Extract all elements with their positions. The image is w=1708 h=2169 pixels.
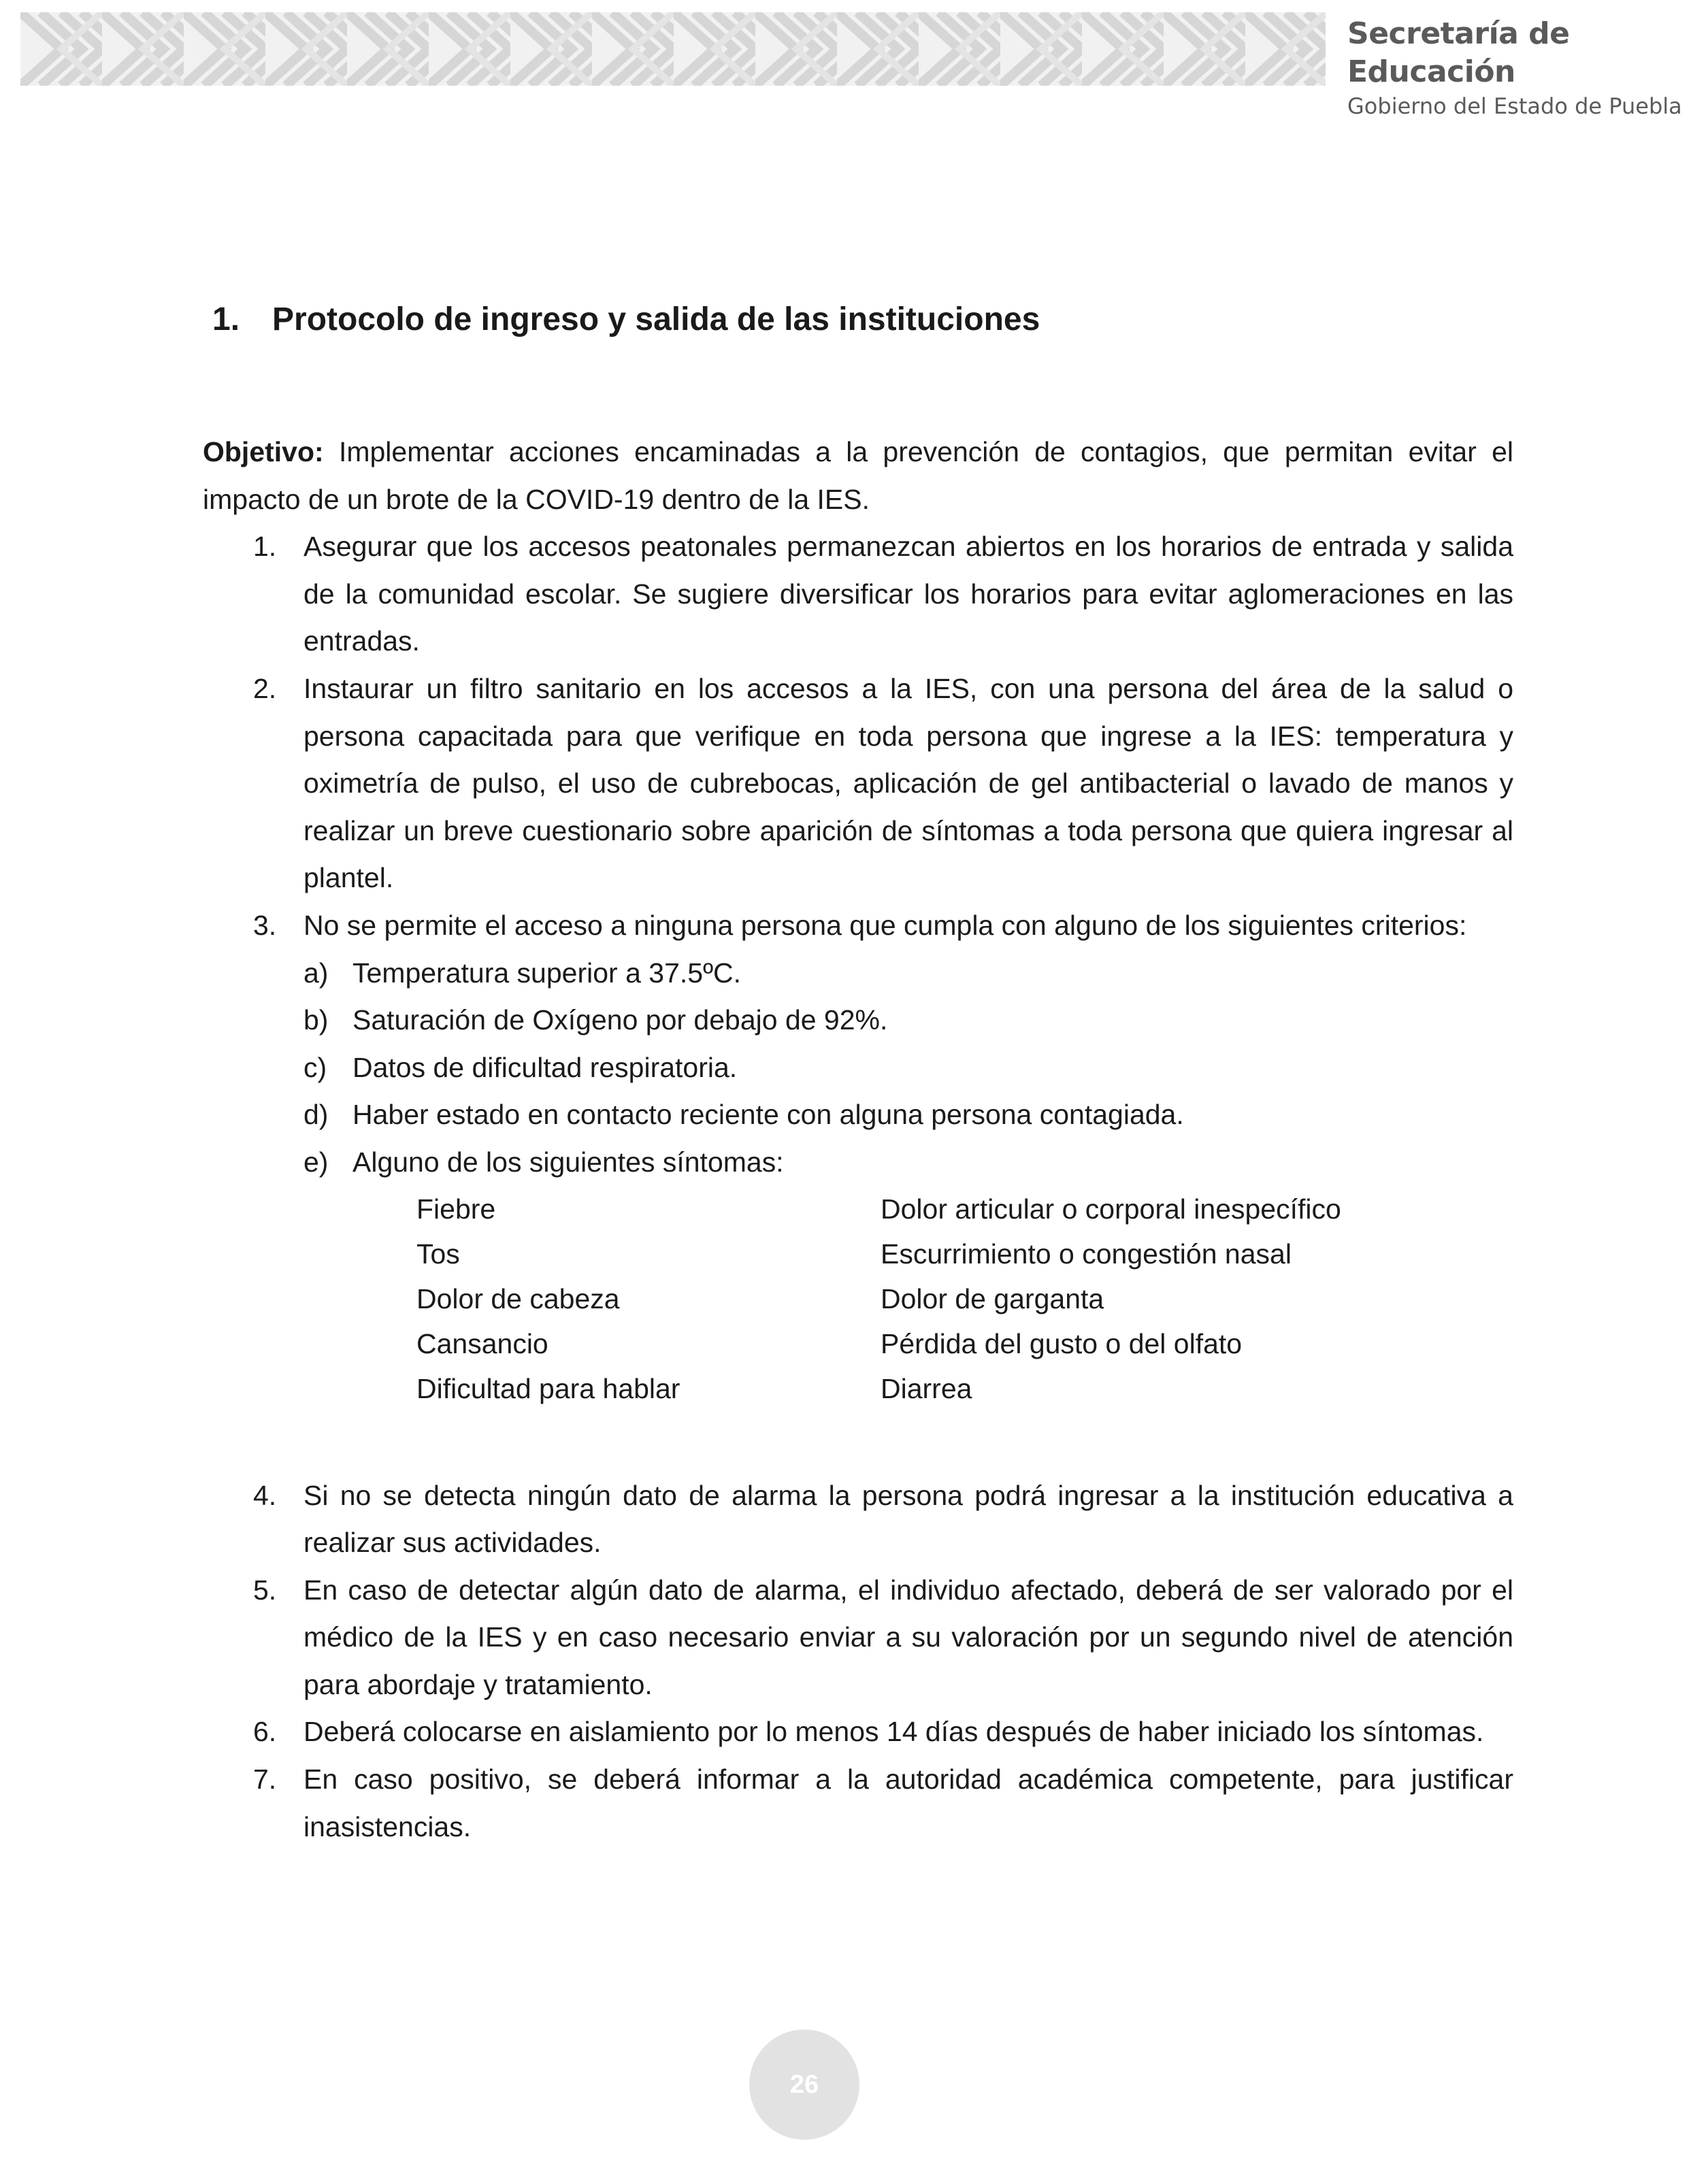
org-subtitle: Gobierno del Estado de Puebla [1347,93,1682,119]
protocol-list [203,523,1513,1851]
page-number-badge [749,2030,859,2140]
item-number: 1. [253,531,277,563]
criteria-text: Alguno de los siguientes síntomas: [352,1146,784,1178]
objective-text: Implementar acciones encaminadas a la prevención de contagios, que permitan evitar el impacto de un brote de la COVID-19 dentro de la IES. [203,436,1513,515]
item-number: 2. [253,672,277,704]
criteria-text: Temperatura superior a 37.5ºC. [352,957,742,989]
organization-logo [1347,15,1688,120]
criteria-text: Haber estado en contacto reciente con alguna persona contagiada. [352,1099,1184,1131]
item-text: Deberá colocarse en aislamiento por lo menos 14 días después de haber iniciado los síntomas. [303,1716,1484,1748]
symptom-left: Dificultad para hablar [416,1372,680,1404]
criteria-item [303,1044,1513,1092]
symptom-right: Escurrimiento o congestión nasal [881,1238,1292,1270]
criteria-letter: e) [303,1146,329,1178]
symptoms-table [416,1187,1513,1411]
section-title: Protocolo de ingreso y salida de las instituciones [272,301,1040,337]
criteria-list [303,950,1513,1187]
list-item [203,902,1513,1411]
symptom-right: Pérdida del gusto o del olfato [881,1327,1243,1359]
item-text: En caso positivo, se deberá informar a la autoridad académica competente, para justificar inasistencias. [303,1764,1513,1842]
item-text: Asegurar que los accesos peatonales permanezcan abiertos en los horarios de entrada y salida de la comunidad escolar. Se sugiere diversificar los horarios para evitar aglomeraciones en las entradas. [303,531,1513,657]
list-item [203,665,1513,902]
list-item [203,1708,1513,1756]
symptom-left: Cansancio [416,1327,548,1359]
item-number: 4. [253,1479,277,1511]
criteria-text: Datos de dificultad respiratoria. [352,1051,738,1083]
criteria-letter: c) [303,1051,327,1083]
criteria-item [303,1139,1513,1187]
criteria-item [303,950,1513,997]
list-item [203,1567,1513,1709]
header-pattern-band [20,12,1326,86]
document-body [203,299,1513,1851]
section-heading [212,299,1513,340]
symptom-left: Fiebre [416,1193,496,1225]
criteria-item [303,1091,1513,1139]
item-number: 5. [253,1574,277,1606]
decorative-pattern [20,12,1326,86]
item-number: 6. [253,1716,277,1748]
list-item [203,1472,1513,1567]
item-text: Si no se detecta ningún dato de alarma la persona podrá ingresar a la institución educativa a realizar sus actividades. [303,1479,1513,1559]
criteria-letter: a) [303,957,329,989]
symptom-right: Dolor articular o corporal inespecífico [881,1193,1341,1225]
symptom-right: Dolor de garganta [881,1282,1104,1314]
section-number: 1. [212,301,240,337]
list-item [203,1756,1513,1851]
criteria-text: Saturación de Oxígeno por debajo de 92%. [352,1004,888,1036]
item-number: 7. [253,1764,277,1795]
criteria-item [303,997,1513,1044]
symptom-left: Tos [416,1238,460,1270]
list-item [203,523,1513,665]
item-text: Instaurar un filtro sanitario en los accesos a la IES, con una persona del área de la salud o persona capacitada para que verifique en toda persona que ingrese a la IES: temperatura y oximetría de pulso, el uso de cubrebocas, aplicación de gel antibacterial o lavado de manos y realizar un breve cuestionario sobre aparición de síntomas a toda persona que quiera ingresar al plantel. [303,672,1513,894]
symptom-left: Dolor de cabeza [416,1282,620,1314]
symptom-right: Diarrea [881,1372,972,1404]
objective-paragraph [203,429,1513,523]
org-title: Secretaría de Educación [1347,16,1570,89]
objective-label: Objetivo: [203,436,324,467]
item-text: No se permite el acceso a ninguna persona que cumpla con alguno de los siguientes criterios: [303,909,1467,941]
item-number: 3. [253,909,277,941]
criteria-letter: b) [303,1004,329,1036]
item-text: En caso de detectar algún dato de alarma, el individuo afectado, deberá de ser valorado por el médico de la IES y en caso necesario enviar a su valoración por un segundo nivel de atención para abordaje y tratamiento. [303,1574,1513,1700]
page-number: 26 [789,2070,819,2099]
criteria-letter: d) [303,1099,329,1131]
